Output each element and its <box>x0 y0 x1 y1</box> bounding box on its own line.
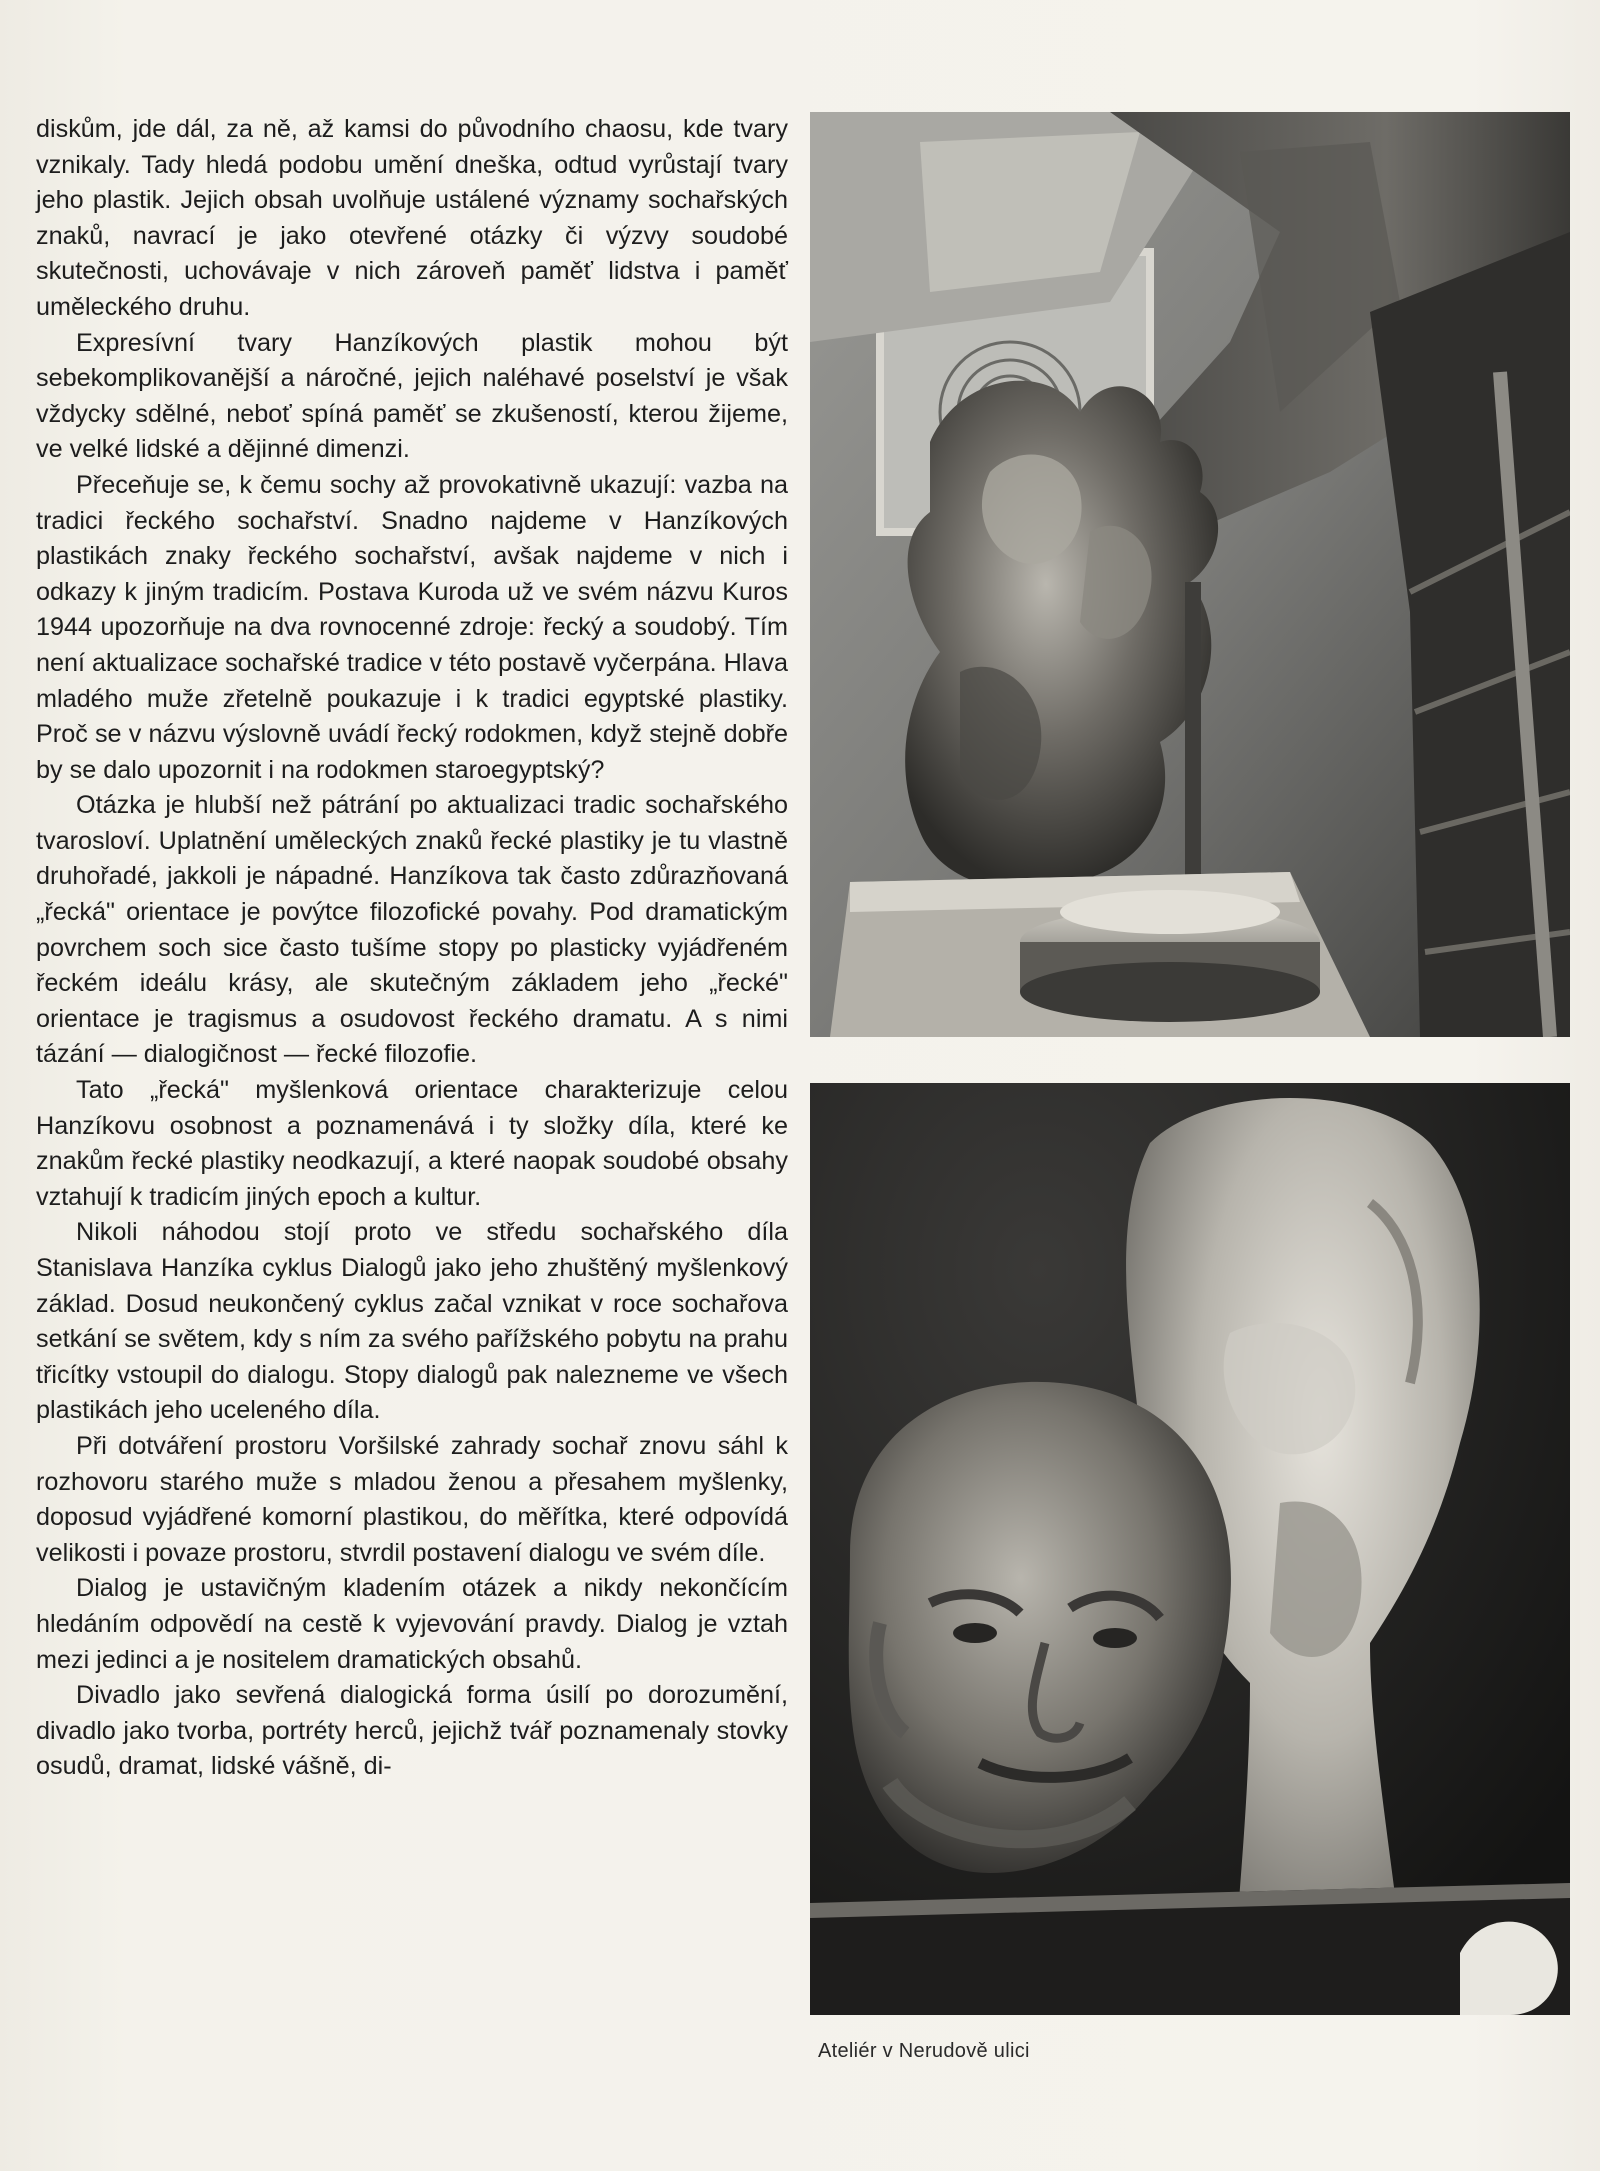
paragraph-7: Při dotváření prostoru Voršilské zahrady sochař znovu sáhl k rozhovoru starého muže s mladou ženou a přesahem myšlenky, doposud vyjádřené komorní plastikou, do měřítka, které odpovídá velikosti i povaze prostoru, stvrdil postavení dialogu ve svém díle. <box>36 1431 788 1567</box>
studio-sculpture-photo <box>810 112 1570 1037</box>
article-text-column <box>36 112 788 2072</box>
paragraph-5: Tato „řecká" myšlenková orientace charakterizuje celou Hanzíkovu osobnost a poznamenává i ty složky díla, které ke znakům řecké plastiky neodkazují, a které naopak soudobé obsahy vztahují k tradicím jiných epoch a kultur. <box>36 1076 788 1211</box>
paragraph-4: Otázka je hlubší než pátrání po aktualizaci tradic sochařského tvarosloví. Uplatnění uměleckých znaků řecké plastiky je tu vlastně druhořadé, jakkoli je nápadné. Hanzíkova tak často zdůrazňovaná „řecká" orientace je povýtce filozofické povahy. Pod dramatickým povrchem soch sice často tušíme stopy po plasticky vyjádřeném řeckém ideálu krásy, ale skutečným základem jeho „řecké" orientace je tragismus a osudovost řeckého dramatu. A s nimi tázání — dialogičnost — řecké filozofie. <box>36 791 788 1069</box>
clay-portrait-heads-photo <box>810 1083 1570 2015</box>
paragraph-1: diskům, jde dál, za ně, až kamsi do původního chaosu, kde tvary vznikaly. Tady hledá podobu umění dneška, odtud vyrůstají tvary jeho plastik. Jejich obsah uvolňuje ustálené významy sochařských znaků, navrací je jako otevřené otázky či výzvy soudobé skutečnosti, uchovávaje v nich zároveň paměť lidstva i paměť uměleckého druhu. <box>36 115 788 321</box>
paragraph-2: Expresívní tvary Hanzíkových plastik mohou být sebekomplikovanější a náročné, jejich naléhavé poselství je však vždycky sdělné, neboť spíná paměť se zkušeností, kterou žijeme, ve velké lidské a dějinné dimenzi. <box>36 328 788 464</box>
studio-sculpture-image <box>810 112 1570 1037</box>
paragraph-9: Divadlo jako sevřená dialogická forma úsilí po dorozumění, divadlo jako tvorba, portréty herců, jejichž tvář poznamenaly stovky osudů, dramat, lidské vášně, di- <box>36 1681 788 1781</box>
paragraph-8: Dialog je ustavičným kladením otázek a nikdy nekončícím hledáním odpovědí na cestě k vyjevování pravdy. Dialog je vztah mezi jedinci a je nositelem dramatických obsahů. <box>36 1574 788 1674</box>
clay-portrait-heads-image <box>810 1083 1570 2015</box>
paragraph-6: Nikoli náhodou stojí proto ve středu sochařského díla Stanislava Hanzíka cyklus Dialogů jako jeho zhuštěný myšlenkový základ. Dosud neukončený cyklus začal vznikat v roce sochařova setkání se světem, kdy s ním za svého pařížského pobytu na prahu třicítky vstoupil do dialogu. Stopy dialogů pak nalezneme ve všech plastikách jeho uceleného díla. <box>36 1218 788 1425</box>
photo-caption: Ateliér v Nerudově ulici <box>818 2040 1030 2062</box>
paragraph-3: Přeceňuje se, k čemu sochy až provokativně ukazují: vazba na tradici řeckého sochařství. Snadno najdeme v Hanzíkových plastikách znaky řeckého sochařství, avšak najdeme v nich i odkazy k jiným tradicím. Postava Kuroda už ve svém názvu Kuros 1944 upozorňuje na dva rovnocenné zdroje: řecký a soudobý. Tím není aktualizace sochařské tradice v této postavě vyčerpána. Hlava mladého muže zřetelně poukazuje i k tradici egyptské plastiky. Proč se v názvu výslovně uvádí řecký rodokmen, když stejně dobře by se dalo upozornit i na rodokmen staroegyptský? <box>36 470 788 784</box>
